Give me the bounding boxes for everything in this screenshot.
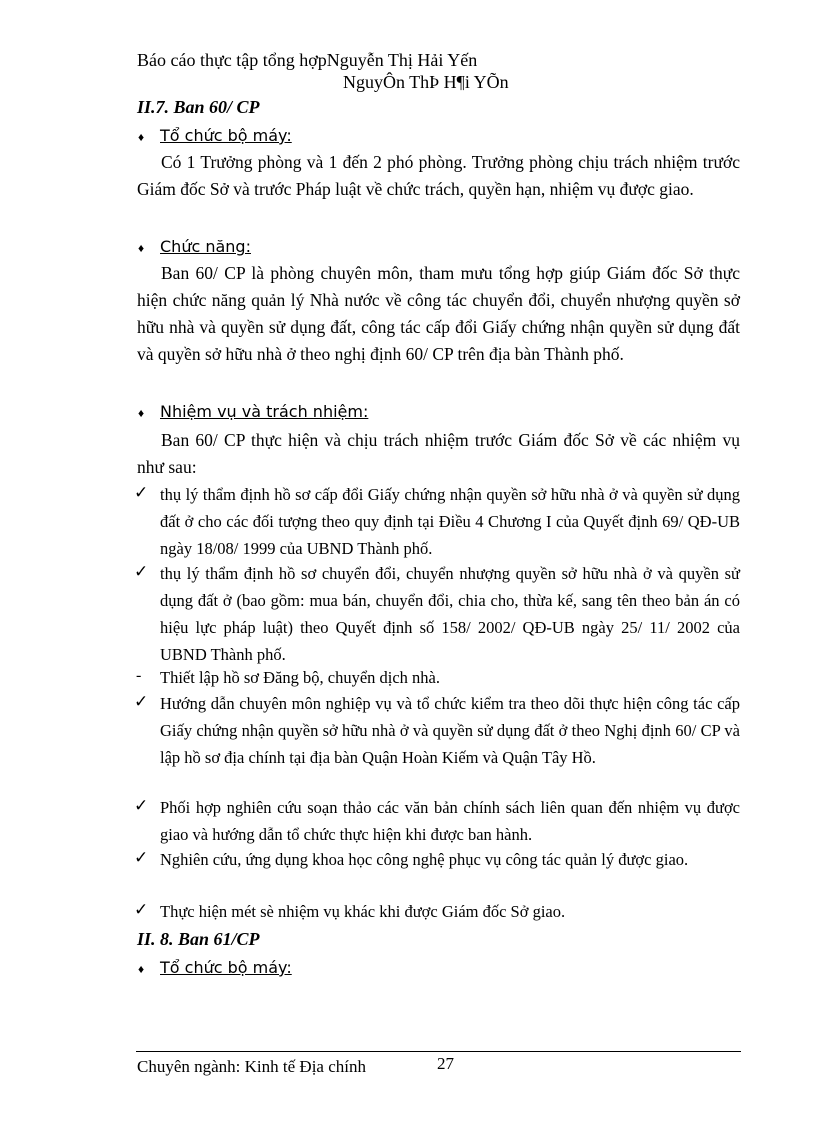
diamond-bullet-icon: ♦ <box>138 962 145 976</box>
header-line-2: NguyÔn ThÞ H¶i YÕn <box>343 72 509 92</box>
check-bullet-icon: ✓ <box>134 796 149 816</box>
section-title-ii8: II. 8. Ban 61/CP <box>137 929 260 949</box>
subheading-organization-ii8: Tổ chức bộ máy: <box>160 958 292 977</box>
dash-bullet-icon: - <box>136 667 142 684</box>
list-item: Hướng dẫn chuyên môn nghiệp vụ và tổ chức kiểm tra theo dõi thực hiện công tác cấp Giấy chứng nhận quyền sở hữu nhà ở và quyền sử dụng đất ở theo Nghị định 60/ CP và lập hồ sơ địa chính tại địa bàn Quận Hoàn Kiếm và Quận Tây Hồ. <box>160 694 740 767</box>
footer-divider <box>136 1051 741 1052</box>
paragraph-duties: Ban 60/ CP thực hiện và chịu trách nhiệm trước Giám đốc Sở về các nhiệm vụ như sau: <box>137 430 740 477</box>
list-item: Nghiên cứu, ứng dụng khoa học công nghệ phục vụ công tác quản lý được giao. <box>160 850 689 869</box>
diamond-bullet-icon: ♦ <box>138 130 145 144</box>
list-item: thụ lý thẩm định hồ sơ chuyển đổi, chuyển nhượng quyền sở hữu nhà ở và quyền sử dụng đất ở (bao gồm: mua bán, chuyển đổi, chia cho, thừa kế, sang tên theo bản án có hiệu lực pháp luật) theo Quyết định số 158/ 2002/ QĐ-UB ngày 25/ 11/ 2002 của UBND Thành phố. <box>160 564 740 664</box>
list-item: Thiết lập hồ sơ Đăng bộ, chuyển dịch nhà. <box>160 668 440 687</box>
paragraph-organization: Có 1 Trưởng phòng và 1 đến 2 phó phòng. Trưởng phòng chịu trách nhiệm trước Giám đốc Sở và trước Pháp luật về chức trách, quyền hạn, nhiệm vụ được giao. <box>137 152 740 199</box>
subheading-function: Chức năng: <box>160 237 251 256</box>
section-title-ii7: II.7. Ban 60/ CP <box>137 97 260 117</box>
list-item: Phối hợp nghiên cứu soạn thảo các văn bản chính sách liên quan đến nhiệm vụ được giao và hướng dẫn tổ chức thực hiện khi được ban hành. <box>160 798 740 844</box>
check-bullet-icon: ✓ <box>134 562 149 582</box>
check-bullet-icon: ✓ <box>134 692 149 712</box>
footer-major: Chuyên ngành: Kinh tế Địa chính <box>137 1057 366 1076</box>
diamond-bullet-icon: ♦ <box>138 406 145 420</box>
paragraph-function: Ban 60/ CP là phòng chuyên môn, tham mưu tổng hợp giúp Giám đốc Sở thực hiện chức năng quản lý Nhà nước về công tác chuyển đổi, chuyển nhượng quyền sở hữu nhà và quyền sử dụng đất, công tác cấp đổi Giấy chứng nhận quyền sử dụng đất và quyền sở hữu nhà ở theo nghị định 60/ CP trên địa bàn Thành phố. <box>137 263 740 364</box>
header-line-1: Báo cáo thực tập tổng hợpNguyễn Thị Hải Yến <box>137 50 478 70</box>
list-item: thụ lý thẩm định hồ sơ cấp đổi Giấy chứng nhận quyền sở hữu nhà ở và quyền sử dụng đất ở cho các đối tượng theo quy định tại Điều 4 Chương I của Quyết định 69/ QĐ-UB ngày 18/08/ 1999 của UBND Thành phố. <box>160 485 740 558</box>
check-bullet-icon: ✓ <box>134 483 149 503</box>
subheading-duties: Nhiệm vụ và trách nhiệm: <box>160 402 369 421</box>
check-bullet-icon: ✓ <box>134 848 149 868</box>
subheading-organization: Tổ chức bộ máy: <box>160 126 292 145</box>
page-number: 27 <box>437 1054 454 1073</box>
list-item: Thực hiện mét sè nhiệm vụ khác khi được Giám đốc Sở giao. <box>160 902 566 921</box>
diamond-bullet-icon: ♦ <box>138 241 145 255</box>
check-bullet-icon: ✓ <box>134 900 149 920</box>
